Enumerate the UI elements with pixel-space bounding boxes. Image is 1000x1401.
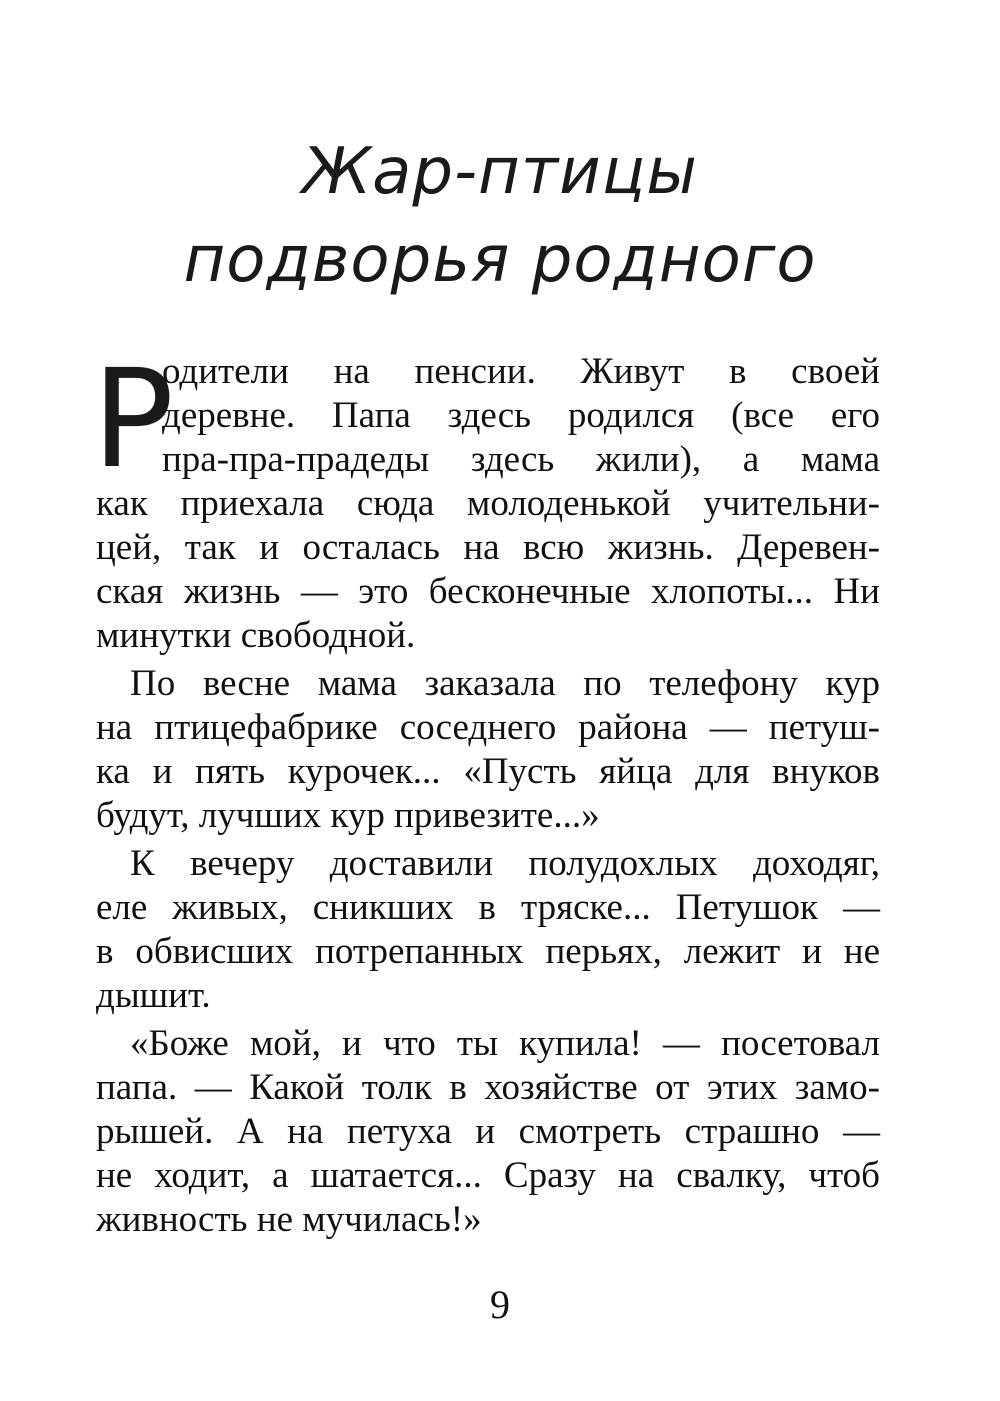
paragraph-1-line-1: одители на пенсии. Живут в своей xyxy=(162,351,880,392)
paragraph-4-line-5: живность не мучилась!» xyxy=(96,1199,482,1240)
paragraph-1-line-7: минутки свободной. xyxy=(96,615,416,656)
paragraph-1-line-6: ская жизнь — это бесконечные хлопоты... Ни xyxy=(96,571,880,612)
drop-cap-letter: Р xyxy=(92,341,175,499)
paragraph-3-line-3: в обвисших потрепанных перьях, лежит и не xyxy=(96,931,880,972)
paragraph-1-line-2: деревне. Папа здесь родился (все его xyxy=(162,395,880,436)
paragraph-4-line-3: рышей. А на петуха и смотреть страшно — xyxy=(96,1111,880,1152)
paragraph-2-line-3: ка и пять курочек... «Пусть яйца для внуков xyxy=(96,751,880,792)
chapter-title-line-2: подворья родного xyxy=(183,223,817,297)
paragraph-4-line-4: не ходит, а шатается... Сразу на свалку, чтоб xyxy=(96,1155,880,1196)
paragraph-1-line-3: пра-пра-прадеды здесь жили), а мама xyxy=(162,439,880,480)
paragraph-3-line-1: К вечеру доставили полудохлых доходяг, xyxy=(130,843,880,884)
paragraph-3-line-4: дышит. xyxy=(96,975,211,1016)
paragraph-3-line-2: еле живых, сникших в тряске... Петушок — xyxy=(96,887,880,928)
page-number: 9 xyxy=(490,1282,510,1327)
paragraph-2-line-2: на птицефабрике соседнего района — петуш- xyxy=(96,707,880,748)
paragraph-1-line-5: цей, так и осталась на всю жизнь. Деревен- xyxy=(96,527,880,568)
paragraph-2-line-4: будут, лучших кур привезите...» xyxy=(96,795,600,836)
paragraph-4-line-1: «Боже мой, и что ты купила! — посетовал xyxy=(130,1023,880,1064)
paragraph-2-line-1: По весне мама заказала по телефону кур xyxy=(130,663,880,704)
paragraph-1-line-4: как приехала сюда молоденькой учительни- xyxy=(96,483,880,524)
chapter-title-line-1: Жар-птицы xyxy=(302,135,698,209)
paragraph-4-line-2: папа. — Какой толк в хозяйстве от этих замо- xyxy=(96,1067,880,1108)
